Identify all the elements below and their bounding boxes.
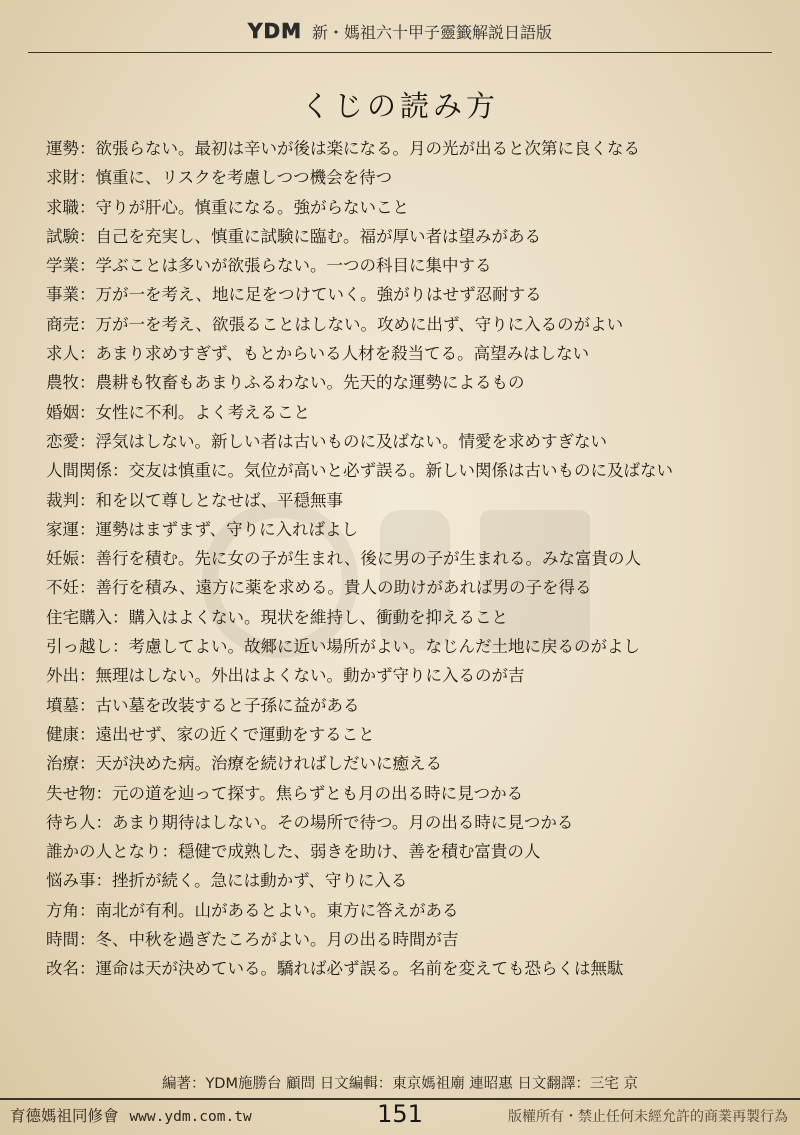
header-divider — [28, 52, 772, 53]
reading-line-pregnancy: 妊娠：善行を積む。先に女の子が生まれ、後に男の子が生まれる。みな富貴の人 — [46, 549, 641, 569]
reading-line-relationships: 人間関係：交友は慎重に。気位が高いと必ず誤る。新しい関係は古いものに及ばない — [46, 461, 673, 481]
ydm-logo: YDM — [247, 19, 302, 43]
reading-line-moving: 引っ越し：考慮してよい。故郷に近い場所がよい。なじんだ土地に戻るのがよし — [46, 637, 640, 657]
page-header — [0, 16, 800, 46]
reading-line-health: 健康：遠出せず、家の近くで運動をすること — [46, 724, 375, 744]
website-link[interactable]: www.ydm.com.tw — [129, 1109, 252, 1125]
reading-line-outing: 外出：無理はしない。外出はよくない。動かず守りに入るのが吉 — [46, 666, 525, 686]
reading-line-time: 時間：冬、中秋を過ぎたころがよい。月の出る時間が吉 — [46, 930, 459, 950]
reading-line-job: 求職：守りが肝心。慎重になる。強がらないこと — [46, 197, 409, 217]
reading-line-wealth: 求財：慎重に、リスクを考慮しつつ機会を待つ — [46, 168, 393, 188]
reading-line-awaited-person: 待ち人：あまり期待はしない。その場所で待つ。月の出る時に見つかる — [46, 812, 574, 832]
reading-line-rename: 改名：運命は天が決めている。驕れば必ず誤る。名前を変えても恐らくは無駄 — [46, 959, 624, 979]
reading-line-worries: 悩み事：挫折が続く。急には動かず、守りに入る — [46, 871, 408, 891]
credits: 編著：YDM施勝台 顧問 日文編輯：東京媽祖廟 連昭惠 日文翻譯：三宅 京 — [161, 1076, 639, 1092]
reading-line-business: 事業：万が一を考え、地に足をつけていく。強がりはせず忍耐する — [46, 285, 542, 305]
page-number: 151 — [377, 1100, 423, 1128]
reading-line-marriage: 婚姻：女性に不利。よく考えること — [46, 402, 310, 422]
reading-line-commerce: 商売：万が一を考え、欲張ることはしない。攻めに出ず、守りに入るのがよい — [46, 314, 624, 334]
reading-line-love: 恋愛：浮気はしない。新しい者は古いものに及ばない。情愛を求めすぎない — [46, 431, 607, 451]
page-title: くじの読み方 — [300, 89, 499, 123]
reading-line-direction: 方角：南北が有利。山があるとよい。東方に答えがある — [46, 900, 459, 920]
reading-line-family: 家運：運勢はまずまず、守りに入ればよし — [46, 519, 359, 539]
reading-line-character: 誰かの人となり：穏健で成熟した、弱きを助け、善を積む富貴の人 — [46, 842, 541, 862]
header-title: 新・媽祖六十甲子靈籤解説日語版 — [311, 22, 552, 42]
reading-line-tomb: 墳墓：古い墓を改装すると子孫に益がある — [46, 695, 360, 715]
reading-line-hiring: 求人：あまり求めすぎず、もとからいる人材を殺当てる。高望みはしない — [46, 344, 590, 364]
reading-line-fortune: 運勢：欲張らない。最初は辛いが後は楽になる。月の光が出ると次第に良くなる — [46, 139, 640, 158]
reading-line-lawsuit: 裁判：和を以て尊しとなせば、平穏無事 — [46, 490, 343, 510]
reading-line-treatment: 治療：天が決めた病。治療を続ければしだいに癒える — [46, 754, 442, 774]
org-name: 育德媽祖同修會 — [10, 1107, 119, 1125]
reading-list — [46, 134, 766, 984]
copyright-notice: 版權所有・禁止任何未經允許的商業再製行為 — [508, 1109, 788, 1125]
reading-line-farming: 農牧：農耕も牧畜もあまりふるわない。先天的な運勢によるもの — [46, 373, 525, 393]
reading-line-infertility: 不妊：善行を積み、遠方に薬を求める。貴人の助けがあれば男の子を得る — [46, 578, 592, 598]
reading-line-house-purchase: 住宅購入：購入はよくない。現状を維持し、衝動を抑えること — [46, 607, 508, 627]
reading-line-lost-item: 失せ物：元の道を辿って探す。焦らずとも月の出る時に見つかる — [46, 783, 524, 803]
reading-line-study: 学業：学ぶことは多いが欲張らない。一つの科目に集中する — [46, 256, 492, 276]
reading-line-exam: 試験：自己を充実し、慎重に試験に臨む。福が厚い者は望みがある — [46, 226, 541, 246]
